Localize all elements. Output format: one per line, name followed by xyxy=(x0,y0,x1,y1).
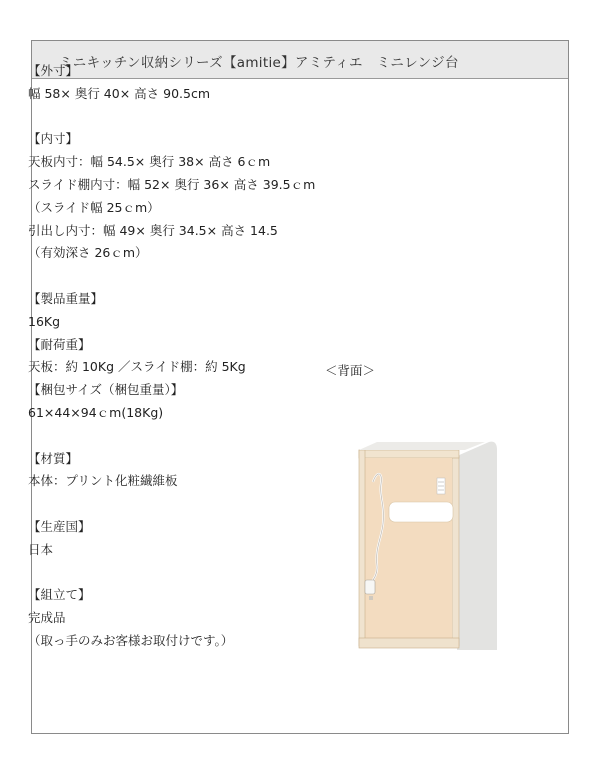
spec-list xyxy=(28,60,328,653)
weight-heading: 【製品重量】 xyxy=(28,290,104,306)
inner-size-heading: 【内寸】 xyxy=(28,131,79,147)
origin-heading: 【生産国】 xyxy=(28,518,91,534)
back-view-label: ＜背面＞ xyxy=(325,363,376,378)
material-value: 本体：プリント化粧繊維板 xyxy=(28,473,178,489)
inner-size-shelf: スライド棚内寸：幅 52× 奥行 36× 高さ 39.5ｃm xyxy=(28,176,316,192)
inner-size-top: 天板内寸：幅 54.5× 奥行 38× 高さ 6ｃm xyxy=(28,154,271,170)
assembly-heading: 【組立て】 xyxy=(28,587,91,603)
material-heading: 【材質】 xyxy=(28,450,79,466)
package-value: 61×44×94ｃm(18Kg) xyxy=(28,404,164,420)
outer-size-heading: 【外寸】 xyxy=(28,63,79,78)
origin-value: 日本 xyxy=(28,541,54,557)
page-title: ミニキッチン収納シリーズ【amitie】アミティエ ミニレンジ台 xyxy=(59,55,459,71)
assembly-value: 完成品 xyxy=(28,610,66,626)
weight-value: 16Kg xyxy=(28,313,61,329)
cabinet-back-photo xyxy=(325,400,497,650)
inner-size-slide-width: （スライド幅 25ｃm） xyxy=(28,199,160,215)
inner-size-drawer: 引出し内寸：幅 49× 奥行 34.5× 高さ 14.5 xyxy=(28,222,278,238)
load-heading: 【耐荷重】 xyxy=(28,336,91,352)
outer-size-value: 幅 58× 奥行 40× 高さ 90.5cm xyxy=(28,85,211,101)
assembly-note: （取っ手のみお客様お取付けです。） xyxy=(28,632,234,648)
load-value: 天板：約 10Kg ／スライド棚：約 5Kg xyxy=(28,359,246,375)
package-heading: 【梱包サイズ（梱包重量）】 xyxy=(28,382,184,398)
inner-size-drawer-depth: （有効深さ 26ｃm） xyxy=(28,245,148,261)
